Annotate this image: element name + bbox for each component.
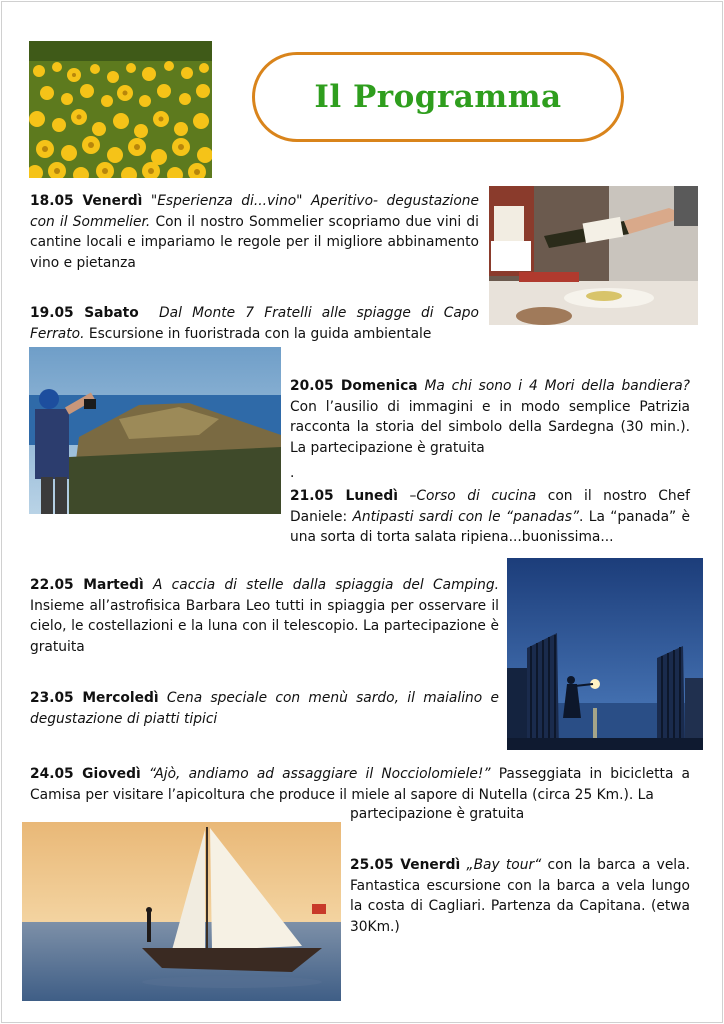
- event-date: 21.05 Lunedì: [290, 488, 398, 504]
- event-date: 22.05 Martedì: [30, 577, 144, 593]
- wine-tasting-photo: [489, 186, 698, 325]
- event-date: 23.05 Mercoledì: [30, 690, 159, 706]
- event-text: Con il nostro Sommelier scopriamo due vini di cantine locali e impariamo le regole per il migliore abbinamento vino e pietanza: [30, 213, 479, 271]
- event-title: „Bay tour“: [466, 857, 542, 873]
- sailboat-sunset-photo: [22, 822, 341, 1001]
- event-21-05: [290, 486, 690, 548]
- event-text: con la barca a vela. Fantastica escursione con la barca a vela lungo la costa di Cagliari. Partenza da Capitana. (etwa 30Km.): [350, 857, 690, 935]
- event-18-05: [30, 191, 479, 273]
- moon-gate-photo: [507, 558, 703, 750]
- event-title: Dal Monte 7 Fratelli alle spiagge di Capo Ferrato.: [30, 305, 480, 342]
- event-date: 24.05 Giovedì: [30, 766, 141, 782]
- event-title: A caccia di stelle dalla spiaggia del Camping.: [152, 577, 499, 593]
- stray-dot: .: [290, 465, 295, 481]
- title-frame: [252, 52, 624, 142]
- event-25-05: [350, 855, 690, 937]
- event-text-end: . La “panada” è una sorta di torta salata ripiena...buonissima...: [290, 508, 691, 545]
- event-20-05: [290, 376, 690, 458]
- event-date: 25.05 Venerdì: [350, 857, 461, 873]
- event-21-05-block: [30, 486, 690, 548]
- event-title: Cena speciale con menù sardo, il maialino e degustazione di piatti tipici: [30, 690, 499, 727]
- event-date: 18.05 Venerdì: [30, 193, 143, 209]
- yellow-flowers-photo: [29, 41, 212, 178]
- event-text: Escursione in fuoristrada con la guida ambientale: [84, 325, 432, 342]
- event-title: "Esperienza di...vino" Aperitivo- degustazione con il Sommelier.: [30, 193, 479, 230]
- event-title: Corso di cucina: [416, 488, 537, 504]
- event-24-05: [30, 764, 690, 805]
- event-title: “Ajò, andiamo ad assaggiare il Nocciolomiele!”: [148, 766, 491, 782]
- event-text: Passeggiata in bicicletta a Camisa per visitare l’apicoltura che produce il miele al sapore di Nutella (circa 25 Km.). La: [30, 766, 691, 803]
- event-date: 20.05 Domenica: [290, 378, 418, 394]
- event-title: Ma chi sono i 4 Mori della bandiera?: [424, 378, 690, 394]
- event-23-05: [30, 688, 499, 729]
- event-date: 19.05 Sabato: [30, 305, 139, 321]
- event-24-05-tail: partecipazione è gratuita: [350, 806, 525, 822]
- event-title-prefix: –: [397, 488, 417, 504]
- event-22-05: [30, 575, 499, 657]
- event-text: Insieme all’astrofisica Barbara Leo tutti in spiaggia per osservare il cielo, le costellazioni e la luna con il telescopio. La partecipazione è gratuita: [30, 597, 499, 655]
- event-text: con il nostro Chef Daniele:: [290, 488, 690, 525]
- event-text: Con l’ausilio di immagini e in modo semplice Patrizia racconta la storia del simbolo della Sardegna (30 min.). La partecipazione è gratuita: [290, 398, 690, 456]
- page-title: Il Programma: [314, 79, 562, 115]
- event-19-05: [30, 303, 479, 344]
- event-subtitle: Antipasti sardi con le “panadas”: [352, 508, 580, 525]
